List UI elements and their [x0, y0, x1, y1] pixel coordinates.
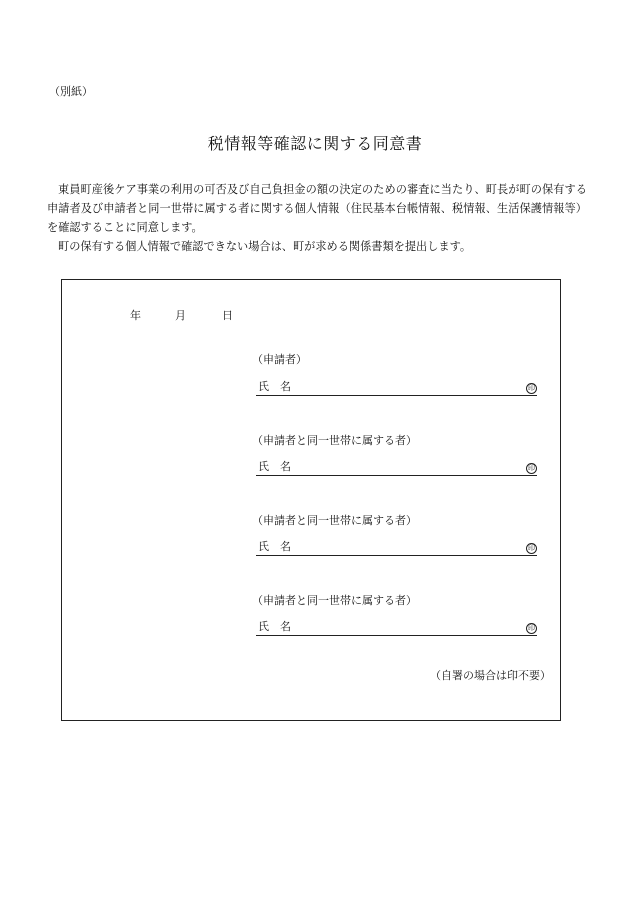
- consent-paragraph: 町の保有する個人情報で確認できない場合は、町が求める関係書類を提出します。: [58, 240, 472, 253]
- self-signature-note: （自署の場合は印不要）: [430, 669, 551, 682]
- signature-frame: [61, 279, 561, 721]
- date-year-label: 年: [130, 309, 141, 322]
- signature-line-household-3[interactable]: [256, 620, 537, 636]
- signer-label-household-3: （申請者と同一世帯に属する者）: [252, 594, 417, 607]
- signer-label-household-1: （申請者と同一世帯に属する者）: [252, 434, 417, 447]
- consent-paragraph: 東員町産後ケア事業の利用の可否及び自己負担金の額の決定のための審査に当たり、町長が町の保有する申請者及び申請者と同一世帯に属する者に関する個人情報（住民基本台帳情報、税情報、生活保護情報等）を確認することに同意します。: [47, 183, 587, 234]
- seal-icon: 印: [528, 464, 535, 472]
- signature-line-applicant[interactable]: [256, 380, 537, 396]
- signature-line-household-2[interactable]: [256, 540, 537, 556]
- name-label: 氏 名: [258, 380, 291, 393]
- consent-body: [47, 180, 587, 256]
- document-title: 税情報等確認に関する同意書: [207, 134, 423, 153]
- signature-line-household-1[interactable]: [256, 460, 537, 476]
- signer-label-household-2: （申請者と同一世帯に属する者）: [252, 514, 417, 527]
- seal-icon: 印: [528, 624, 535, 632]
- annex-label: （別紙）: [49, 85, 93, 98]
- seal-icon: 印: [528, 544, 535, 552]
- date-day-label: 日: [222, 309, 233, 322]
- date-month-label: 月: [175, 309, 186, 322]
- seal-icon: 印: [528, 384, 535, 392]
- name-label: 氏 名: [258, 460, 291, 473]
- signer-label-applicant: （申請者）: [252, 353, 307, 366]
- name-label: 氏 名: [258, 620, 291, 633]
- name-label: 氏 名: [258, 540, 291, 553]
